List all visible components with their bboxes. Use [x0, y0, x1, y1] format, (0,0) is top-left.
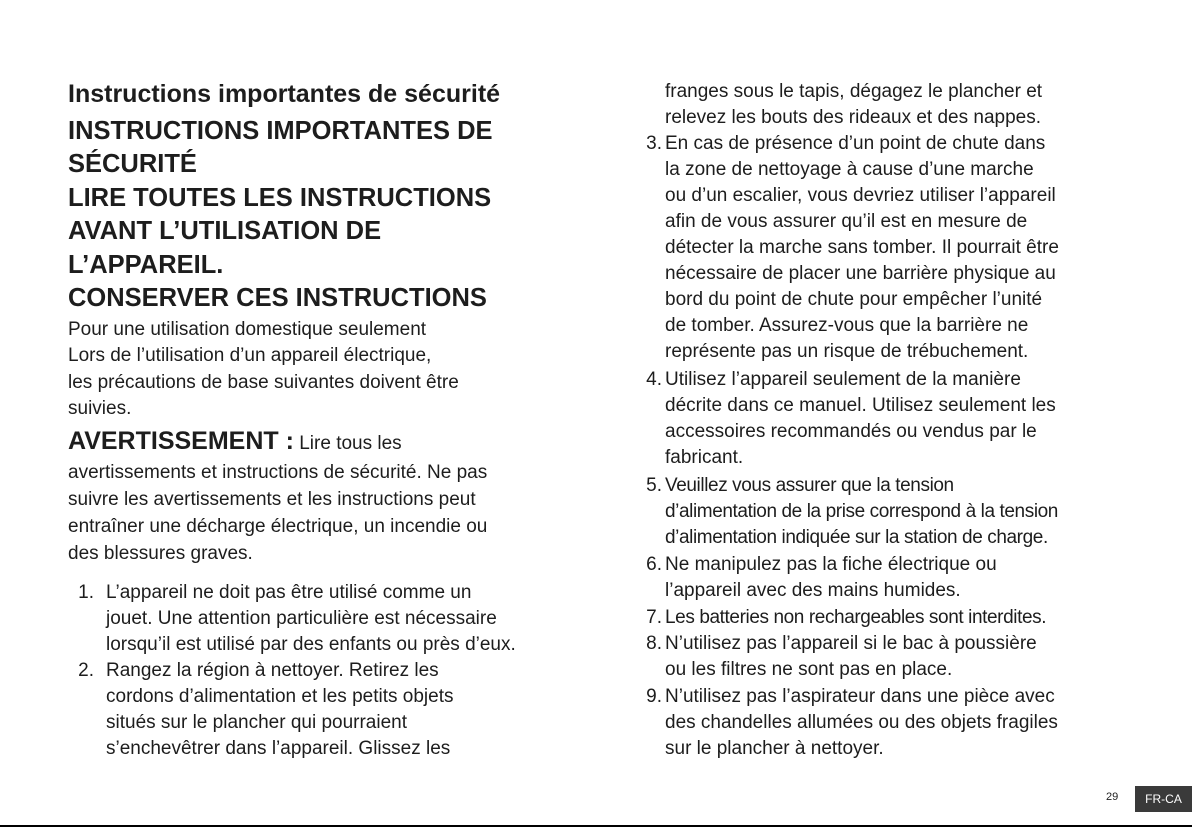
intro-line: Lors de l’utilisation d’un appareil électrique, — [68, 345, 432, 366]
warning-line: suivre les avertissements et les instructions peut — [68, 489, 476, 510]
item-line: la zone de nettoyage à cause d’une marche — [665, 159, 1034, 180]
warning-text-start: Lire tous les — [293, 433, 402, 454]
item-line: s’enchevêtrer dans l’appareil. Glissez les — [106, 738, 451, 759]
item-line: détecter la marche sans tomber. Il pourrait être — [665, 237, 1059, 258]
item-number: 9. — [646, 686, 662, 707]
warning-label: AVERTISSEMENT : — [68, 427, 294, 455]
item-number: 2. — [78, 660, 94, 681]
item-number: 7. — [646, 607, 662, 628]
item-line: Veuillez vous assurer que la tension — [665, 475, 954, 496]
item-number: 5. — [646, 475, 662, 496]
heading-line: L’APPAREIL. — [68, 251, 224, 279]
heading-line: INSTRUCTIONS IMPORTANTES DE — [68, 117, 493, 145]
intro-line: Pour une utilisation domestique seulement — [68, 319, 427, 340]
item-line: N’utilisez pas l’aspirateur dans une pièce avec — [665, 686, 1055, 707]
item-line: Utilisez l’appareil seulement de la manière — [665, 369, 1021, 390]
item-number: 1. — [78, 582, 94, 603]
continuation-line: franges sous le tapis, dégagez le plancher et — [665, 81, 1043, 102]
heading-line: AVANT L’UTILISATION DE — [68, 217, 382, 245]
item-line: d’alimentation de la prise correspond à la tension — [665, 501, 1058, 522]
heading-line: SÉCURITÉ — [68, 150, 197, 178]
warning-line: entraîner une décharge électrique, un incendie ou — [68, 516, 488, 537]
item-line: ou d’un escalier, vous devriez utiliser l’appareil — [665, 185, 1056, 206]
section-title: Instructions importantes de sécurité — [68, 80, 501, 108]
item-line: d’alimentation indiquée sur la station de charge. — [665, 527, 1048, 548]
item-line: jouet. Une attention particulière est nécessaire — [106, 608, 497, 629]
item-line: Les batteries non rechargeables sont interdites. — [665, 607, 1047, 628]
item-number: 3. — [646, 133, 662, 154]
item-line: l’appareil avec des mains humides. — [665, 580, 961, 601]
item-line: En cas de présence d’un point de chute dans — [665, 133, 1046, 154]
warning-heading — [68, 424, 402, 462]
item-line: L’appareil ne doit pas être utilisé comme un — [106, 582, 472, 603]
item-line: lorsqu’il est utilisé par des enfants ou près d’eux. — [106, 634, 516, 655]
item-line: nécessaire de placer une barrière physique au — [665, 263, 1056, 284]
item-line: Ne manipulez pas la fiche électrique ou — [665, 554, 997, 575]
warning-line: des blessures graves. — [68, 543, 253, 564]
bottom-rule — [0, 825, 1192, 827]
heading-line: LIRE TOUTES LES INSTRUCTIONS — [68, 184, 492, 212]
heading-line: CONSERVER CES INSTRUCTIONS — [68, 284, 487, 312]
warning-line: avertissements et instructions de sécurité. Ne pas — [68, 462, 488, 483]
item-line: des chandelles allumées ou des objets fragiles — [665, 712, 1058, 733]
item-line: afin de vous assurer qu’il est en mesure de — [665, 211, 1028, 232]
intro-line: suivies. — [68, 398, 132, 419]
item-number: 6. — [646, 554, 662, 575]
item-number: 4. — [646, 369, 662, 390]
item-line: de tomber. Assurez-vous que la barrière ne — [665, 315, 1029, 336]
item-line: décrite dans ce manuel. Utilisez seulement les — [665, 395, 1056, 416]
item-line: bord du point de chute pour empêcher l’unité — [665, 289, 1043, 310]
intro-line: les précautions de base suivantes doivent être — [68, 372, 459, 393]
item-line: ou les filtres ne sont pas en place. — [665, 659, 953, 680]
item-line: cordons d’alimentation et les petits objets — [106, 686, 454, 707]
item-number: 8. — [646, 633, 662, 654]
item-line: sur le plancher à nettoyer. — [665, 738, 884, 759]
continuation-line: relevez les bouts des rideaux et des nappes. — [665, 107, 1042, 128]
item-line: représente pas un risque de trébuchement. — [665, 341, 1029, 362]
item-line: N’utilisez pas l’appareil si le bac à poussière — [665, 633, 1037, 654]
item-line: accessoires recommandés ou vendus par le — [665, 421, 1037, 442]
page-number: 29 — [1106, 791, 1119, 803]
item-line: situés sur le plancher qui pourraient — [106, 712, 408, 733]
item-line: Rangez la région à nettoyer. Retirez les — [106, 660, 439, 681]
language-badge: FR-CA — [1135, 786, 1192, 812]
item-line: fabricant. — [665, 447, 744, 468]
